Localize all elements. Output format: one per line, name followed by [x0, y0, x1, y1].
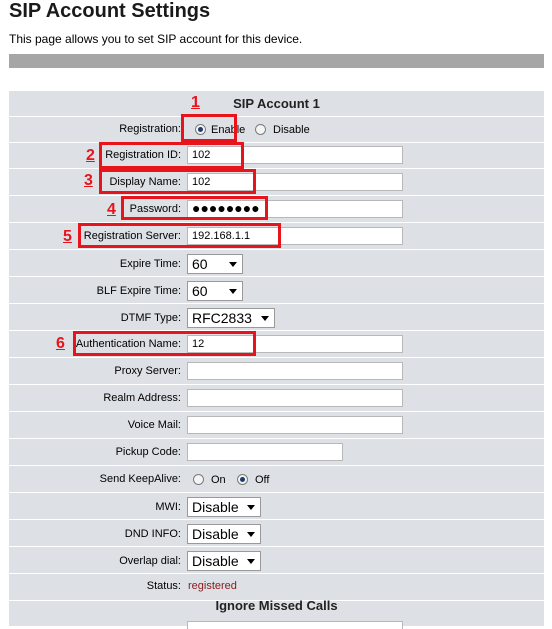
realm-address-input[interactable] [187, 389, 403, 407]
expire-time-value: 60 [192, 256, 208, 272]
annotation-box-5 [78, 223, 281, 248]
registration-server-label: Registration Server: [83, 230, 181, 242]
registration-server-input[interactable]: 192.168.1.1 [187, 227, 403, 245]
overlap-dial-value: Disable [192, 553, 239, 569]
chevron-down-icon [247, 505, 255, 510]
registration-disable-radio[interactable] [255, 124, 266, 135]
voice-mail-input[interactable] [187, 416, 403, 434]
section-header-row [9, 91, 544, 117]
chevron-down-icon [261, 316, 269, 321]
realm-address-label: Realm Address: [103, 392, 181, 404]
ignore-missed-calls-input[interactable] [187, 621, 403, 629]
status-label: Status: [146, 580, 181, 592]
overlap-dial-label: Overlap dial: [119, 555, 181, 567]
proxy-server-row [9, 359, 544, 385]
keepalive-on-radio[interactable] [193, 474, 204, 485]
dtmf-type-row [9, 305, 544, 331]
chevron-down-icon [229, 262, 237, 267]
chevron-down-icon [247, 532, 255, 537]
blf-expire-time-select[interactable] [187, 281, 243, 301]
overlap-dial-row [9, 548, 544, 574]
expire-time-label: Expire Time: [119, 258, 181, 270]
annotation-number-1: 1 [191, 94, 200, 111]
expire-time-row [9, 251, 544, 277]
section2-title: Ignore Missed Calls [215, 598, 338, 613]
dnd-info-select[interactable] [187, 524, 261, 544]
annotation-number-5: 5 [63, 228, 72, 245]
send-keepalive-label: Send KeepAlive: [99, 473, 181, 485]
password-label: Password: [129, 203, 181, 215]
send-keepalive-row [9, 467, 544, 493]
dtmf-type-value: RFC2833 [192, 310, 252, 326]
mwi-row [9, 494, 544, 520]
dnd-info-value: Disable [192, 526, 239, 542]
page-title: SIP Account Settings [9, 0, 211, 22]
mwi-select[interactable] [187, 497, 261, 517]
annotation-number-4: 4 [107, 201, 116, 218]
registration-id-label: Registration ID: [105, 149, 181, 161]
annotation-number-2: 2 [86, 147, 95, 164]
blf-expire-time-label: BLF Expire Time: [96, 285, 181, 297]
page-description: This page allows you to set SIP account for this device. [9, 32, 303, 46]
registration-enable-label: Enable [211, 124, 246, 136]
pickup-code-input[interactable] [187, 443, 343, 461]
annotation-box-2 [99, 142, 244, 169]
annotation-box-4 [121, 196, 268, 220]
pickup-code-label: Pickup Code: [115, 446, 181, 458]
proxy-server-label: Proxy Server: [114, 365, 181, 377]
voice-mail-label: Voice Mail: [127, 419, 181, 431]
expire-time-select[interactable] [187, 254, 243, 274]
registration-row [9, 117, 544, 143]
keepalive-on-label: On [211, 474, 226, 486]
chevron-down-icon [247, 559, 255, 564]
password-row [9, 197, 544, 223]
keepalive-off-radio[interactable] [237, 474, 248, 485]
display-name-label: Display Name: [109, 176, 181, 188]
authentication-name-input[interactable]: 12 [187, 335, 403, 353]
mwi-value: Disable [192, 499, 239, 515]
realm-address-row [9, 386, 544, 412]
blf-expire-time-value: 60 [192, 283, 208, 299]
mwi-label: MWI: [155, 501, 181, 513]
header-divider-bar [9, 54, 544, 68]
chevron-down-icon [229, 289, 237, 294]
annotation-number-6: 6 [56, 335, 65, 352]
registration-id-input[interactable]: 102 [187, 146, 403, 164]
blf-expire-time-row [9, 278, 544, 304]
annotation-number-3: 3 [84, 172, 93, 189]
dnd-info-row [9, 521, 544, 547]
pickup-code-row [9, 440, 544, 466]
voice-mail-row [9, 413, 544, 439]
dnd-info-label: DND INFO: [124, 528, 181, 540]
display-name-input[interactable]: 102 [187, 173, 403, 191]
overlap-dial-select[interactable] [187, 551, 261, 571]
section-title: SIP Account 1 [233, 96, 320, 111]
authentication-name-label: Authentication Name: [75, 338, 181, 350]
proxy-server-input[interactable] [187, 362, 403, 380]
registration-disable-label: Disable [273, 124, 310, 136]
annotation-box-3 [99, 169, 256, 194]
annotation-box-1 [181, 114, 237, 142]
dtmf-type-label: DTMF Type: [120, 312, 181, 324]
status-badge: registered [188, 580, 237, 592]
keepalive-off-label: Off [255, 474, 270, 486]
registration-label: Registration: [119, 123, 181, 135]
dtmf-type-select[interactable] [187, 308, 275, 328]
password-input[interactable]: ●●●●●●●● [187, 200, 403, 218]
section2-header-row [9, 597, 544, 623]
annotation-box-6 [73, 331, 256, 356]
